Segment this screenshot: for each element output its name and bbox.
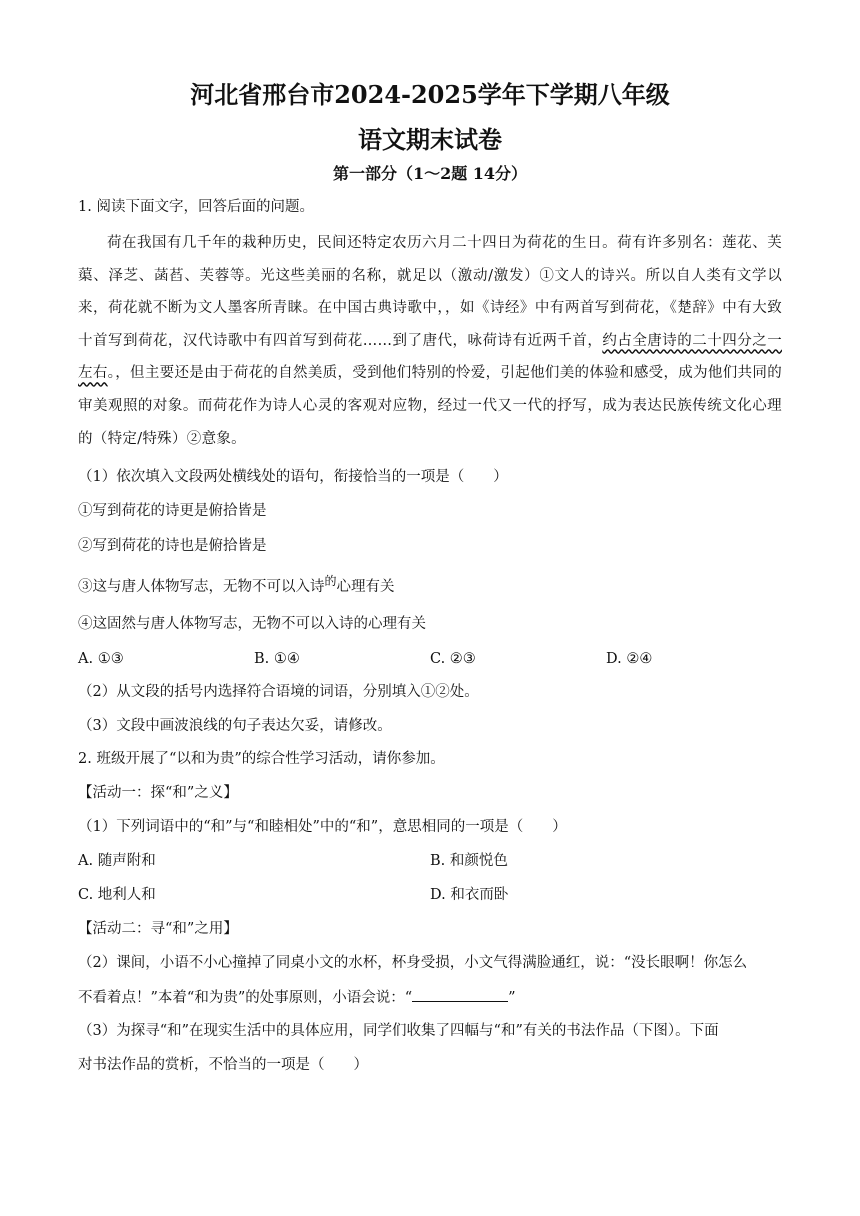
- question-2-sub-2-text: 不看着点！”本着“和为贵”的处事原则，小语会说：“: [78, 990, 413, 1006]
- option-item-3-text: ③这与唐人体物写志，无物不可以入诗: [78, 579, 325, 595]
- answer-blank: [412, 987, 508, 1002]
- exam-title: 河北省邢台市2024-2025学年下学期八年级: [190, 80, 670, 109]
- question-1-sub-2: （2）从文段的括号内选择符合语境的词语，分别填入①②处。: [78, 684, 479, 700]
- question-2-sub-3-line-2: 对书法作品的赏析，不恰当的一项是（ ）: [78, 1057, 368, 1073]
- choice-d: D. 和衣而卧: [430, 887, 509, 903]
- reading-passage: [78, 227, 782, 455]
- choice-b: B. ①④: [254, 651, 300, 667]
- passage-text-1: 荷在我国有几千年的栽种历史，民间还特定农历六月二十四日为荷花的生日。荷有许多别名：莲花、芙蕖、泽芝、菡萏、芙蓉等。光这些美丽的名称，就足以（激动/激发）①文人的诗兴。所以自人类有文学以来，荷花就不断为文人墨客所青睐。在中国古典诗歌中，，如《诗经》中有两首写到荷花，《楚辞》中有大致十首写到荷花，汉代诗歌中有四首写到荷花……到了唐代，咏荷诗有近两千首，: [78, 235, 782, 349]
- choice-c: C. 地利人和: [78, 887, 156, 903]
- question-1-stem: 1. 阅读下面文字，回答后面的问题。: [78, 199, 314, 215]
- choice-a: A. 随声附和: [78, 853, 156, 869]
- choice-b: B. 和颜悦色: [430, 853, 508, 869]
- exam-subtitle: 语文期末试卷: [358, 125, 502, 154]
- section-heading: 第一部分（1～2题 14分）: [332, 164, 528, 183]
- choice-c: C. ②③: [430, 651, 476, 667]
- option-item-3-tail: 心理有关: [336, 579, 395, 595]
- option-item-1: ①写到荷花的诗更是俯拾皆是: [78, 503, 267, 519]
- question-1-sub-1: （1）依次填入文段两处横线处的语句，衔接恰当的一项是（ ）: [78, 469, 508, 485]
- option-item-4: ④这固然与唐人体物写志，无物不可以入诗的心理有关: [78, 616, 426, 632]
- question-2-sub-2-line-2: [78, 987, 516, 1008]
- wavy-underlined-sentence: 约占全唐诗的二十四分之一左右: [78, 332, 782, 382]
- question-2-sub-1: （1）下列词语中的“和”与“和睦相处”中的“和”，意思相同的一项是（ ）: [78, 819, 567, 835]
- option-item-3-sup: 的: [324, 574, 337, 588]
- question-2-sub-3-line-1: （3）为探寻“和”在现实生活中的具体应用，同学们收集了四幅与“和”有关的书法作品（下图）。下面: [78, 1023, 719, 1039]
- choice-a: A. ①③: [78, 651, 124, 667]
- question-2-stem: 2. 班级开展了“以和为贵”的综合性学习活动，请你参加。: [78, 751, 445, 767]
- closing-quote: ”: [508, 990, 516, 1006]
- option-item-3: [78, 574, 395, 597]
- activity-1-heading: 【活动一：探“和”之义】: [78, 785, 238, 801]
- question-2-sub-2-line-1: （2）课间，小语不小心撞掉了同桌小文的水杯，杯身受损，小文气得满脸通红，说：“没长眼啊！你怎么: [78, 955, 748, 971]
- choice-d: D. ②④: [606, 651, 653, 667]
- passage-text-2: 。，但主要还是由于荷花的自然美质，受到他们特别的怜爱，引起他们美的体验和感受，成为他们共同的审美观照的对象。而荷花作为诗人心灵的客观对应物，经过一代又一代的抒写，成为表达民族传统文化心理的（特定/特殊）②意象。: [78, 365, 782, 447]
- question-1-sub-3: （3）文段中画波浪线的句子表达欠妥，请修改。: [78, 718, 392, 734]
- activity-2-heading: 【活动二：寻“和”之用】: [78, 921, 238, 937]
- option-item-2: ②写到荷花的诗也是俯拾皆是: [78, 538, 267, 554]
